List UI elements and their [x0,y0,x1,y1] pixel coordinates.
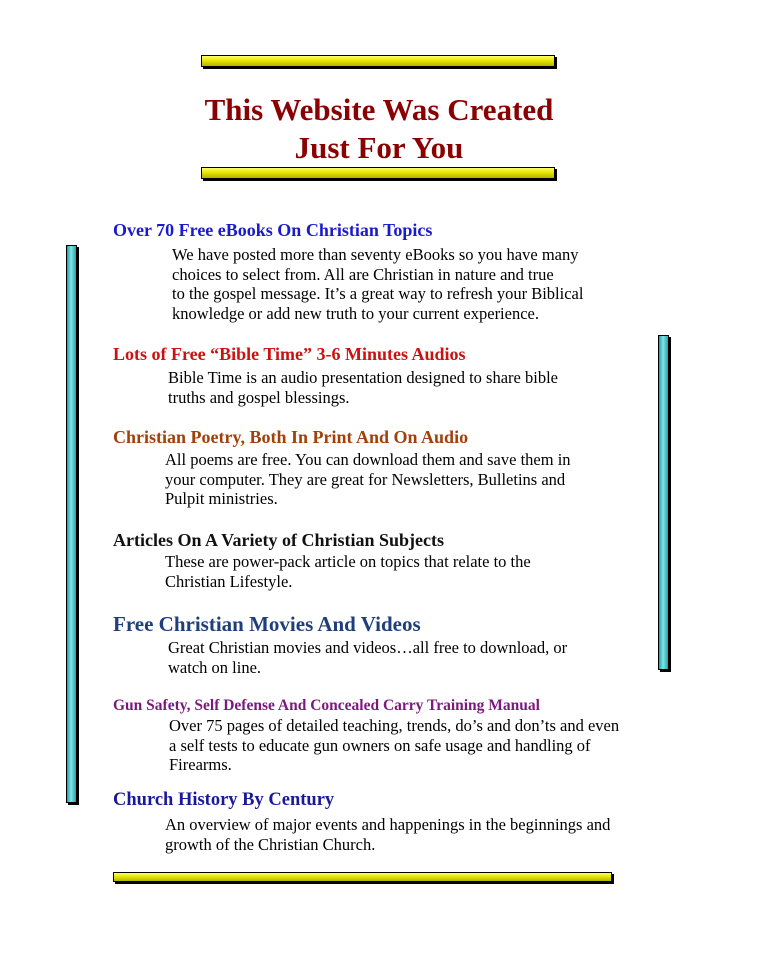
body-line: Firearms. [169,755,232,774]
body-line: Pulpit ministries. [165,489,278,508]
section-title-ebooks[interactable]: Over 70 Free eBooks On Christian Topics [113,220,433,240]
section-title-poetry[interactable]: Christian Poetry, Both In Print And On Audio [113,427,469,447]
body-line: growth of the Christian Church. [165,834,376,854]
body-line: your computer. They are great for Newsletters, Bulletins and [165,469,566,489]
page-title-line-2: Just For You [294,130,464,165]
section-title-articles[interactable]: Articles On A Variety of Christian Subjects [113,530,444,550]
section-title-audios[interactable]: Lots of Free “Bible Time” 3-6 Minutes Audios [113,344,466,364]
body-line: Christian Lifestyle. [165,571,293,591]
section-body-church-history [165,815,610,854]
body-line: Great Christian movies and videos…all free to download, or [168,638,568,657]
body-line: All poems are free. You can download them and save them in [165,450,571,469]
body-line: knowledge or add new truth to your current experience. [172,303,539,323]
section-body-gun-safety [169,716,619,775]
body-line: Over 75 pages of detailed teaching, trends, do’s and don’ts and even [169,716,620,735]
body-line: We have posted more than seventy eBooks so you have many [172,245,579,264]
top-decorative-bar [201,55,555,67]
body-line: watch on line. [168,657,262,677]
title-underline-bar [201,167,555,179]
section-title-gun-safety[interactable]: Gun Safety, Self Defense And Concealed Carry Training Manual [113,697,540,714]
body-line: An overview of major events and happenings in the beginnings and [165,815,611,834]
section-body-ebooks [172,245,583,323]
bottom-decorative-bar [113,872,612,882]
right-vertical-bar [658,335,669,670]
body-line: Bible Time is an audio presentation designed to share bible [168,368,558,387]
body-line: choices to select from. All are Christian in nature and true [172,264,554,284]
section-title-movies[interactable]: Free Christian Movies And Videos [113,612,421,636]
section-body-movies [168,638,567,677]
body-line: truths and gospel blessings. [168,387,350,407]
left-vertical-bar [66,245,77,803]
section-body-audios [168,368,558,407]
section-title-church-history[interactable]: Church History By Century [113,790,335,810]
body-line: a self tests to educate gun owners on safe usage and handling of [169,735,591,755]
body-line: These are power-pack article on topics that relate to the [165,552,531,571]
section-body-poetry [165,450,571,509]
body-line: to the gospel message. It’s a great way to refresh your Biblical [172,284,584,303]
section-body-articles [165,552,531,591]
page-title-line-1: This Website Was Created [204,92,554,127]
